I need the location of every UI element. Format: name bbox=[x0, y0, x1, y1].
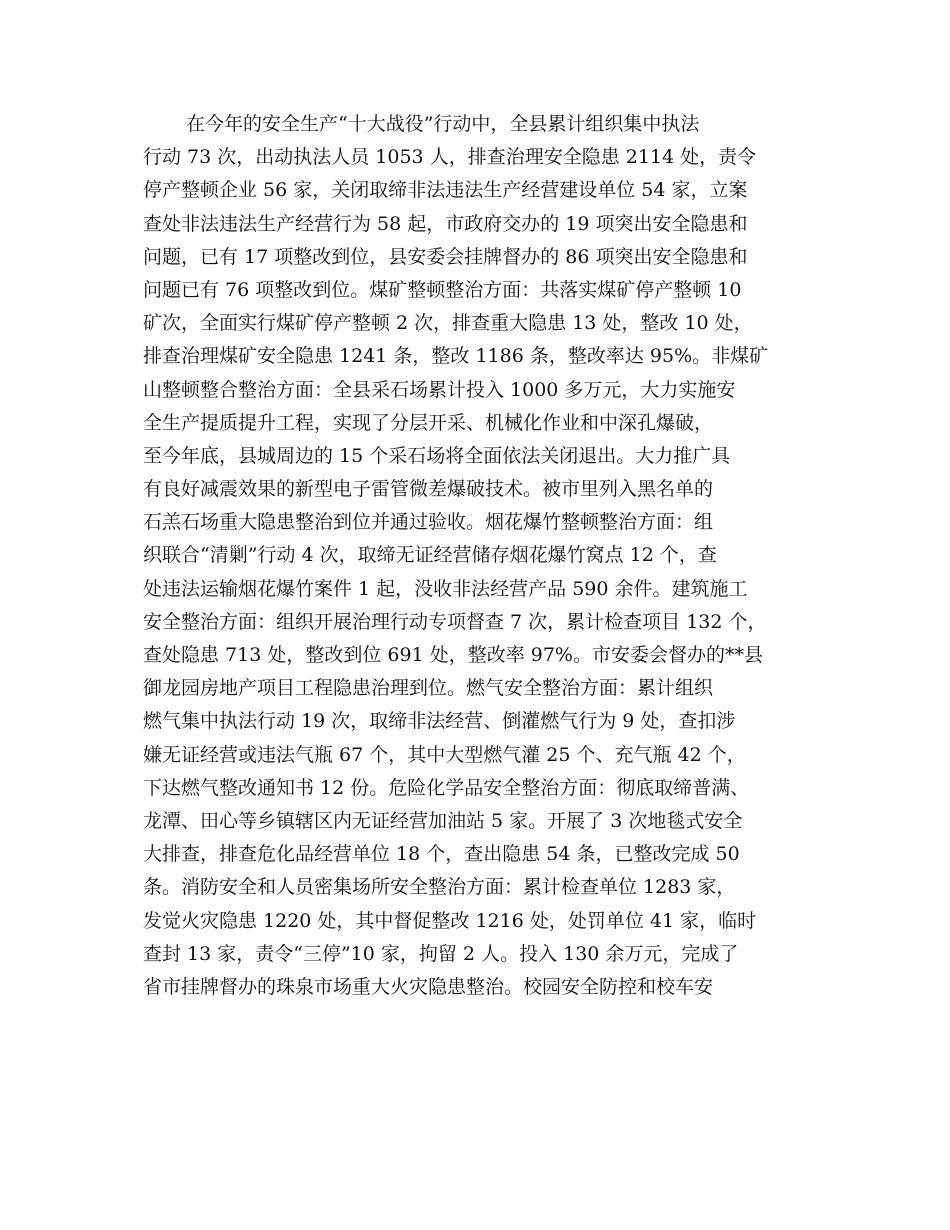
body-paragraph bbox=[143, 108, 833, 1004]
paragraph-line: 大排查，排查危化品经营单位 18 个，查出隐患 54 条，已整改完成 50 bbox=[143, 843, 740, 866]
paragraph-line: 发觉火灾隐患 1220 处，其中督促整改 1216 处，处罚单位 41 家，临时 bbox=[143, 909, 757, 932]
paragraph-line: 山整顿整合整治方面：全县采石场累计投入 1000 多万元，大力实施安 bbox=[143, 378, 736, 401]
paragraph-line: 织联合“清剿”行动 4 次，取缔无证经营储存烟花爆竹窝点 12 个，查 bbox=[143, 544, 717, 567]
paragraph-line: 安全整治方面：组织开展治理行动专项督查 7 次，累计检查项目 132 个， bbox=[143, 610, 767, 633]
paragraph-line: 问题，已有 17 项整改到位，县安委会挂牌督办的 86 项突出安全隐患和 bbox=[143, 245, 748, 268]
paragraph-line: 石羔石场重大隐患整治到位并通过验收。烟花爆竹整顿整治方面：组 bbox=[143, 511, 714, 534]
paragraph-line: 省市挂牌督办的珠泉市场重大火灾隐患整治。校园安全防控和校车安 bbox=[143, 975, 714, 998]
paragraph-line: 御龙园房地产项目工程隐患治理到位。燃气安全整治方面：累计组织 bbox=[143, 677, 714, 700]
paragraph-line: 至今年底，县城周边的 15 个采石场将全面依法关闭退出。大力推广具 bbox=[143, 444, 731, 467]
paragraph-line: 行动 73 次，出动执法人员 1053 人，排查治理安全隐患 2114 处，责令 bbox=[143, 146, 757, 169]
paragraph-line: 全生产提质提升工程，实现了分层开采、机械化作业和中深孔爆破， bbox=[143, 411, 714, 434]
paragraph-line: 处违法运输烟花爆竹案件 1 起，没收非法经营产品 590 余件。建筑施工 bbox=[143, 577, 748, 600]
paragraph-line: 燃气集中执法行动 19 次，取缔非法经营、倒灌燃气行为 9 处，查扣涉 bbox=[143, 710, 736, 733]
paragraph-line: 在今年的安全生产“十大战役”行动中，全县累计组织集中执法 bbox=[186, 113, 700, 135]
paragraph-line: 查封 13 家，责令“三停”10 家，拘留 2 人。投入 130 余万元，完成了 bbox=[143, 942, 739, 965]
paragraph-line: 龙潭、田心等乡镇辖区内无证经营加油站 5 家。开展了 3 次地毯式安全 bbox=[143, 809, 743, 832]
paragraph-line: 排查治理煤矿安全隐患 1241 条，整改 1186 条，整改率达 95%。非煤矿 bbox=[143, 345, 769, 368]
paragraph-line: 查处隐患 713 处，整改到位 691 处，整改率 97%。市安委会督办的**县 bbox=[143, 644, 763, 666]
paragraph-line: 问题已有 76 项整改到位。煤矿整顿整治方面：共落实煤矿停产整顿 10 bbox=[143, 278, 742, 301]
paragraph-line: 下达燃气整改通知书 12 份。危险化学品安全整治方面：彻底取缔普满、 bbox=[143, 776, 750, 799]
paragraph-line: 嫌无证经营或违法气瓶 67 个，其中大型燃气灌 25 个、充气瓶 42 个， bbox=[143, 743, 746, 766]
paragraph-line: 查处非法违法生产经营行为 58 起，市政府交办的 19 项突出安全隐患和 bbox=[143, 212, 748, 235]
paragraph-line: 有良好减震效果的新型电子雷管微差爆破技术。被市里列入黑名单的 bbox=[143, 478, 714, 501]
paragraph-line: 停产整顿企业 56 家，关闭取缔非法违法生产经营建设单位 54 家，立案 bbox=[143, 179, 748, 202]
paragraph-line: 条。消防安全和人员密集场所安全整治方面：累计检查单位 1283 家， bbox=[143, 876, 736, 899]
paragraph-line: 矿次，全面实行煤矿停产整顿 2 次，排查重大隐患 13 处，整改 10 处， bbox=[143, 312, 753, 335]
